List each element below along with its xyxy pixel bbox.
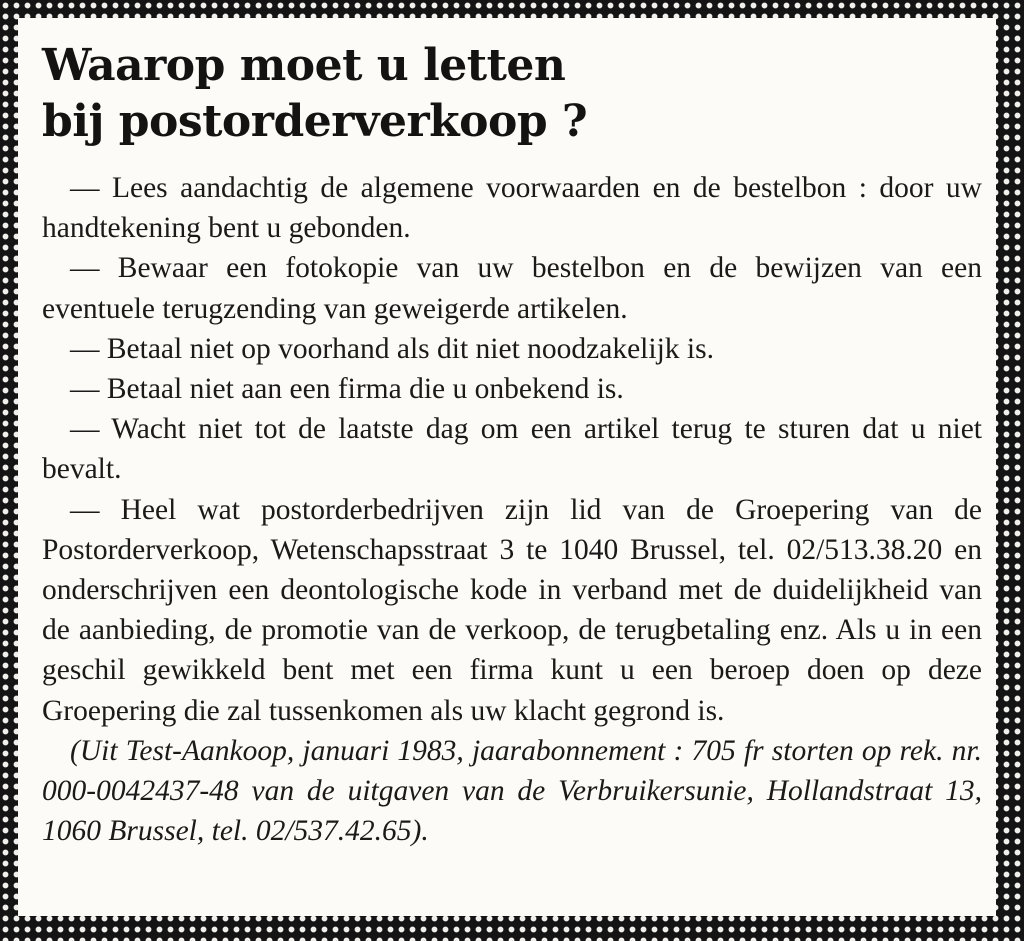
article-clipping bbox=[18, 18, 996, 916]
paragraph-keep-copy: — Bewaar een fotokopie van uw bestelbon en de bewijzen van een eventuele terugzending van geweigerde artikelen. bbox=[42, 252, 982, 325]
title-line-1: Waarop moet u letten bbox=[42, 40, 566, 91]
paragraph-groepering: — Heel wat postorderbedrijven zijn lid van de Groepering van de Postorderverkoop, Wetenschapsstraat 3 te 1040 Brussel, tel. 02/513.38.20 en onderschrijven een deontologische kode in verband met de duidelijkheid van de aanbieding, de promotie van de verkoop, de terugbetaling enz. Als u in een geschil gewikkeld bent met een firma kunt u een beroep doen op deze Groepering die zal tussenkomen als uw klacht gegrond is. bbox=[42, 493, 982, 727]
paragraph-read-terms: — Lees aandachtig de algemene voorwaarden en de bestelbon : door uw handtekening bent u gebonden. bbox=[42, 172, 982, 245]
paragraph-return-early: — Wacht niet tot de laatste dag om een artikel terug te sturen dat u niet bevalt. bbox=[42, 413, 982, 486]
paragraph-no-prepay: — Betaal niet op voorhand als dit niet noodzakelijk is. bbox=[70, 332, 714, 365]
article-title bbox=[42, 38, 982, 150]
article-body bbox=[42, 168, 982, 851]
source-citation: (Uit Test-Aankoop, januari 1983, jaarabonnement : 705 fr storten op rek. nr. 000-0042437-48 van de uitgaven van de Verbruikersunie, Hollandstraat 13, 1060 Brussel, tel. 02/537.42.65). bbox=[42, 734, 982, 848]
title-line-2: bij postorderverkoop ? bbox=[42, 96, 588, 147]
paragraph-unknown-firm: — Betaal niet aan een firma die u onbekend is. bbox=[70, 373, 624, 406]
